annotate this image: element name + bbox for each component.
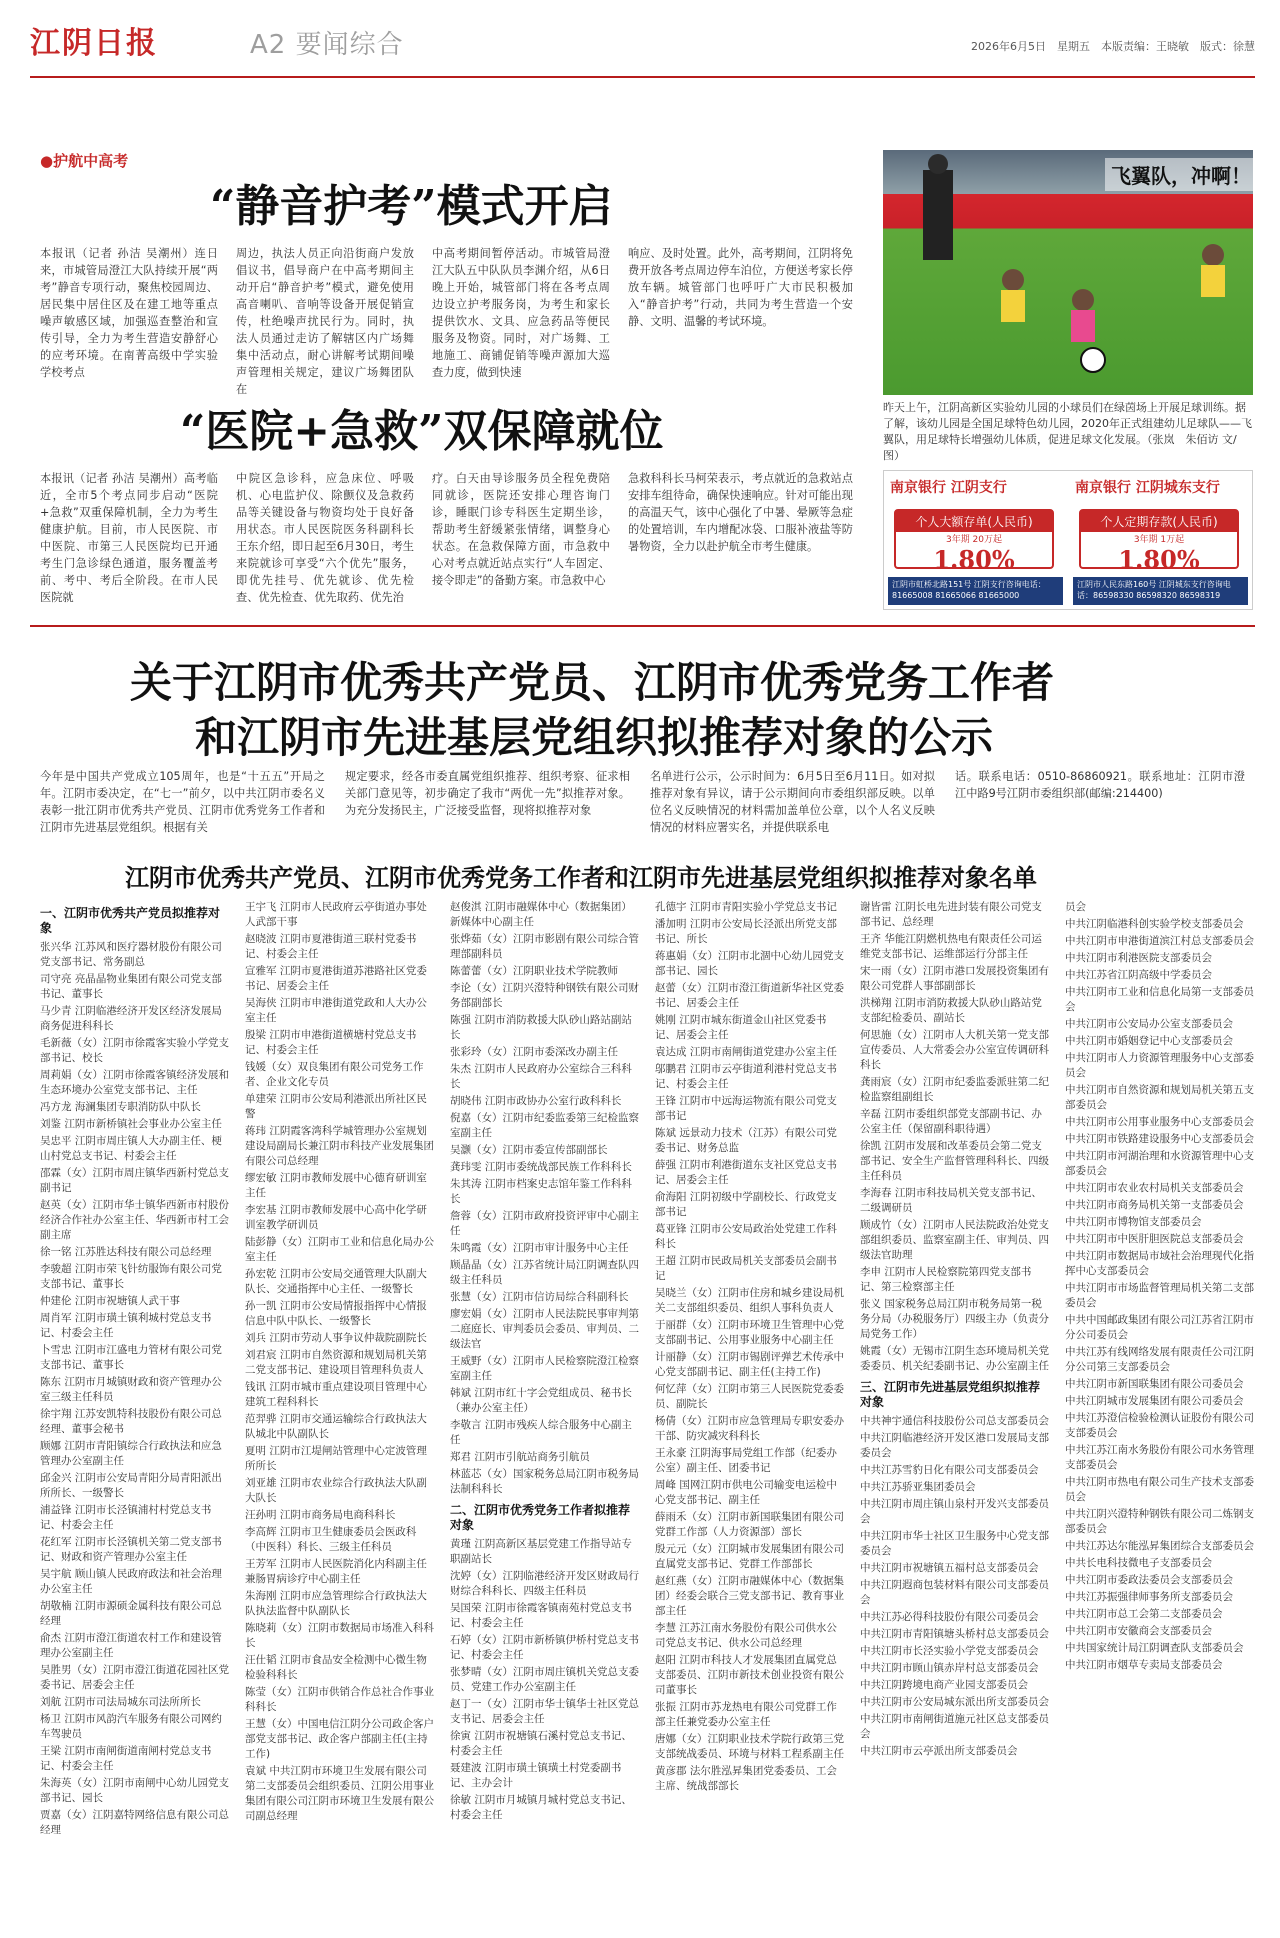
nominee-entry: 卜雪忠 江阴市江盛电力管材有限公司党支部书记、董事长 (40, 1344, 222, 1371)
nominee-entry: 中共江阴市长泾实验小学党支部委员会 (860, 1645, 1039, 1657)
nominee-entry: 宋一雨（女）江阴市港口发展投资集团有限公司党群人事部副部长 (860, 965, 1049, 992)
nominee-entry: 王慧（女）中国电信江阴分公司政企客户部党支部书记、政企客户部副主任(主持工作) (245, 1718, 434, 1760)
nominee-entry: 陆彭静（女）江阴市工业和信息化局办公室主任 (245, 1236, 434, 1263)
nominee-entry: 王威野（女）江阴市人民检察院澄江检察室副主任 (450, 1355, 639, 1382)
nominee-entry: 中共江阴市烟草专卖局支部委员会 (1065, 1659, 1223, 1671)
rate-box (1079, 509, 1239, 574)
bank-name: 南京银行 江阴支行 (890, 480, 1007, 496)
nominee-entry: 中共江阴市中医肝胆医院总支部委员会 (1065, 1233, 1244, 1245)
nominee-entry: 朱海刚 江阴市应急管理综合行政执法大队执法监督中队副队长 (245, 1590, 427, 1617)
nominee-entry: 刘兵 江阴市劳动人事争议仲裁院副院长 (245, 1332, 427, 1344)
nominee-entry: 沈婷（女）江阴临港经济开发区财政局行财综合科科长、四级主任科员 (450, 1570, 639, 1597)
nominee-entry: 顾娜 江阴市青阳镇综合行政执法和应急管理办公室副主任 (40, 1440, 222, 1467)
nominee-entry: 缪宏敏 江阴市教师发展中心德育研训室主任 (245, 1172, 427, 1199)
nominee-entry: 中共江阴市工业和信息化局第一支部委员会 (1065, 986, 1254, 1013)
nominee-entry: 吴海侠 江阴市申港街道党政和人大办公室主任 (245, 997, 427, 1024)
nominee-column (450, 900, 640, 1825)
nominee-entry: 陈蕾蕾（女）江阴职业技术学院教师 (450, 965, 618, 977)
nominee-entry: 周莉娟（女）江阴市徐霞客镇经济发展和生态环境办公室党支部书记、主任 (40, 1069, 229, 1096)
nominee-entry: 中共江苏达尔能泓昇集团综合支部委员会 (1065, 1540, 1254, 1552)
nominee-entry: 中共江苏必得科技股份有限公司委员会 (860, 1611, 1039, 1623)
photo-overlay-title: 飞翼队，冲啊！ (1105, 158, 1257, 191)
nominee-entry: 徐凯 江阴市发展和改革委员会第二党支部书记、安全生产监督管理科科长、四级主任科员 (860, 1140, 1049, 1182)
nominee-entry: 赵丁一（女）江阴市华士镇华士社区党总支书记、居委会主任 (450, 1698, 639, 1725)
nominee-entry: 周肖军 江阴市璜土镇利城村党总支书记、村委会主任 (40, 1312, 212, 1339)
nominee-entry: 詹蓉（女）江阴市政府投资评审中心副主任 (450, 1210, 639, 1237)
nominee-entry: 吴国荣 江阴市徐霞客镇南苑村党总支书记、村委会主任 (450, 1602, 632, 1629)
nominee-entry: 仲建伦 江阴市祝塘镇人武干事 (40, 1295, 180, 1307)
nominee-entry: 杨倩（女）江阴市应急管理局专职安委办干部、防灾减灾科科长 (655, 1415, 844, 1442)
nominee-entry: 何思施（女）江阴市人大机关第一党支部宣传委员、人大常委会办公室宣传调研科科长 (860, 1029, 1049, 1071)
nominee-entry: 中共江阴市热电有限公司生产技术支部委员会 (1065, 1476, 1254, 1503)
nominee-entry: 计丽静（女）江阴市锡剧评弹艺术传承中心党支部副书记、副主任(主持工作) (655, 1351, 844, 1378)
nominee-entry: 司守亮 亮晶晶物业集团有限公司党支部书记、董事长 (40, 973, 222, 1000)
nominee-entry: 孙宏乾 江阴市公安局交通管理大队副大队长、交通指挥中心主任、一级警长 (245, 1268, 427, 1295)
nominee-entry: 浦益锋 江阴市长泾镇浦村村党总支书记、村委会主任 (40, 1504, 212, 1531)
story1-col: 本报讯（记者 孙洁 吴潮州）连日来，市城管局澄江大队持续开展“两考”静音专项行动，聚焦校园周边、居民集中居住区及在建工地等重点噪声敏感区域，加强巡查整治和宣传引导，全力为考生营造安静舒心的应考环境。在南菁高级中学实验学校考点 (40, 247, 218, 379)
nominee-entry: 殷元元（女）江阴城市发展集团有限公司直属党支部书记、党群工作部部长 (655, 1543, 844, 1570)
nominee-entry: 中共江阴市公安局城东派出所支部委员会 (860, 1696, 1049, 1708)
nominee-entry: 徐敏 江阴市月城镇月城村党总支书记、村委会主任 (450, 1794, 632, 1821)
nominee-entry: 张慧（女）江阴市信访局综合科副科长 (450, 1291, 629, 1303)
nominee-entry: 中共江阴市总工会第二支部委员会 (1065, 1608, 1223, 1620)
product-label: 个人大额存单(人民币) (896, 511, 1052, 532)
nominee-entry: 中共江阴市华士社区卫生服务中心党支部委员会 (860, 1530, 1049, 1557)
nominee-entry: 中共江阴市商务局机关第一支部委员会 (1065, 1199, 1244, 1211)
nominee-entry: 夏明 江阴市江堤闸站管理中心定波管理所所长 (245, 1445, 427, 1472)
nominee-entry: 徐寅 江阴市祝塘镇石溪村党总支书记、村委会主任 (450, 1730, 632, 1757)
rate-box (894, 509, 1054, 574)
nominee-entry: 蒋玮 江阴霞客湾科学城管理办公室规划建设局副局长兼江阴市科技产业发展集团有限公司总经理 (245, 1125, 434, 1167)
newspaper-logo: 江阴日报 (30, 26, 158, 61)
nominee-entry: 顾晶晶（女）江苏省统计局江阴调查队四级主任科员 (450, 1259, 639, 1286)
nominee-entry: 陈东 江阴市月城镇财政和资产管理办公室三级主任科员 (40, 1376, 222, 1403)
nominee-column (655, 900, 845, 1796)
bank-address: 江阴市人民东路160号 江阴城东支行咨询电话：86598330 86598320 86598319 (1073, 577, 1248, 605)
term-label: 3年期 1万起 (1133, 535, 1185, 545)
list-title: 江阴市优秀共产党员、江阴市优秀党务工作者和江阴市先进基层党组织拟推荐对象名单 (125, 863, 1037, 892)
nominee-entry: 倪嘉（女）江阴市纪委监委第三纪检监察室副主任 (450, 1112, 639, 1139)
nominee-entry: 毛新薇（女）江阴市徐霞客实验小学党支部书记、校长 (40, 1037, 229, 1064)
nominee-entry: 中共江阴市市场监督管理局机关第二支部委员会 (1065, 1282, 1254, 1309)
nominee-entry: 薛雨禾（女）江阴市新国联集团有限公司党群工作部（人力资源部）部长 (655, 1511, 844, 1538)
nominee-entry: 中共江阴市博物馆支部委员会 (1065, 1216, 1202, 1228)
nominee-entry: 王齐 华能江阴燃机热电有限责任公司运维党支部书记、运维部运行分部主任 (860, 933, 1042, 960)
nominee-entry: 花红军 江阴市长泾镇机关第二党支部书记、财政和资产管理办公室主任 (40, 1536, 222, 1563)
kicker-label: ●护航中高考 (40, 152, 129, 170)
bank-name: 南京银行 江阴城东支行 (1075, 480, 1220, 496)
bank-ad-left (884, 471, 1067, 609)
story2-col: 疗。白天由导诊服务员全程免费陪同就诊，医院还安排心理咨询门诊，睡眠门诊专科医生定期坐诊，帮助考生舒缓紧张情绪，调整身心状态。在急救保障方面，市急救中心对考点就近站点实行“人车固定、接令即走”的备勤方案。市急救中心 (432, 472, 610, 587)
notice-intro-col: 今年是中国共产党成立105周年，也是“十五五”开局之年。江阴市委决定，在“七一”前夕，以中共江阴市委名义表彰一批江阴市优秀共产党员、江阴市优秀党务工作者和江阴市先进基层党组织。根据有关 (40, 770, 325, 834)
bank-advertisement (883, 470, 1253, 610)
nominee-entry: 中共江阴市公安局办公室支部委员会 (1065, 1018, 1233, 1030)
nominee-entry: 何忆萍（女）江阴市第三人民医院党委委员、副院长 (655, 1383, 844, 1410)
nominee-entry: 中共国家统计局江阴调查队支部委员会 (1065, 1642, 1244, 1654)
nominee-entry: 王梁 江阴市南闸街道南闸村党总支书记、村委会主任 (40, 1745, 212, 1772)
nominee-entry: 刘君宸 江阴市自然资源和规划局机关第二党支部书记、建设项目管理科负责人 (245, 1349, 427, 1376)
term-label: 3年期 20万起 (945, 535, 1003, 545)
nominee-entry: 中共江阴兴澄特种钢铁有限公司二炼钢支部委员会 (1065, 1508, 1254, 1535)
nominee-entry: 唐娜（女）江阴职业技术学院行政第三党支部统战委员、环境与材料工程系副主任 (655, 1733, 844, 1760)
nominee-entry: 吴忠平 江阴市周庄镇人大办副主任、梗山村党总支书记、村委会主任 (40, 1135, 222, 1162)
notice-intro-col: 名单进行公示，公示时间为：6月5日至6月11日。如对拟推荐对象有异议，请于公示期间向市委组织部反映。以单位名义反映情况的材料需加盖单位公章，以个人名义反映情况的材料应署实名，并提供联系电 (650, 770, 935, 834)
nominee-entry: 中共江阴市祝塘镇五福村总支部委员会 (860, 1562, 1039, 1574)
nominee-entry: 郑君 江阴市引航站商务引航员 (450, 1451, 590, 1463)
nominee-entry: 李高辉 江阴市卫生健康委员会医政科（中医科）科长、三级主任科员 (245, 1526, 417, 1553)
nominee-entry: 王超 江阴市民政局机关支部委员会副书记 (655, 1255, 837, 1282)
nominee-entry: 龚玮雯 江阴市委统战部民族工作科科长 (450, 1161, 632, 1173)
nominee-column (245, 900, 435, 1826)
nominee-entry: 刘鉴 江阴市新桥镇社会事业办公室主任 (40, 1118, 222, 1130)
nominee-entry: 中共江苏江南水务股份有限公司水务管理支部委员会 (1065, 1444, 1254, 1471)
nominee-entry: 赵英（女）江阴市华士镇华西新市村股份经济合作社办公室主任、华西新市村工会副主席 (40, 1199, 229, 1241)
nominee-entry: 邱金兴 江阴市公安局青阳分局青阳派出所所长、一级警长 (40, 1472, 222, 1499)
nominee-entry: 刘亚雄 江阴市农业综合行政执法大队副大队长 (245, 1477, 427, 1504)
nominee-entry: 张梦晴（女）江阴市周庄镇机关党总支委员、党建工作办公室副主任 (450, 1666, 639, 1693)
nominee-entry: 潘加明 江阴市公安局长泾派出所党支部书记、所长 (655, 918, 837, 945)
nominee-entry: 中共江阴市新国联集团有限公司委员会 (1065, 1378, 1244, 1390)
nominee-entry: 吴宇航 顾山镇人民政府政法和社会治理办公室主任 (40, 1568, 222, 1595)
nominee-entry: 中共江阴城市发展集团有限公司委员会 (1065, 1395, 1244, 1407)
nominee-entry: 中共江苏骄亚集团委员会 (860, 1481, 976, 1493)
nominee-entry: 王永豪 江阴海事局党组工作部（纪委办公室）副主任、团委书记 (655, 1447, 837, 1474)
nominee-entry: 朱杰 江阴市人民政府办公室综合三科科长 (450, 1063, 632, 1090)
nominee-entry: 中共江阴市人力资源管理服务中心支部委员会 (1065, 1052, 1254, 1079)
nominee-entry: 中共江苏澄信检验检测认证股份有限公司支部委员会 (1065, 1412, 1254, 1439)
photo-caption: 昨天上午，江阴高新区实验幼儿园的小球员们在绿茵场上开展足球训练。据了解，该幼儿园是全国足球特色幼儿园，2020年正式组建幼儿足球队——飞翼队，用足球特长增强幼儿体质，促进足球文化发展。（张岚 朱佰访 文/图） (883, 401, 1252, 462)
nominee-entry: 韩斌 江阴市红十字会党组成员、秘书长（兼办公室主任） (450, 1387, 632, 1414)
nominee-entry: 李海春 江阴市科技局机关党支部书记、二级调研员 (860, 1187, 1042, 1214)
rate-value: 1.80% (1118, 545, 1200, 574)
nominee-entry: 赵蕾（女）江阴市澄江街道新华社区党委书记、居委会主任 (655, 982, 844, 1009)
nominee-entry: 员会 (1065, 901, 1086, 913)
nominee-entry: 张振 江阴市苏龙热电有限公司党群工作部主任兼党委办公室主任 (655, 1701, 837, 1728)
nominee-entry: 谢皆雷 江阴长电先进封装有限公司党支部书记、总经理 (860, 901, 1042, 928)
nominee-entry: 李宏基 江阴市教师发展中心高中化学研训室教学研训员 (245, 1204, 427, 1231)
nominee-entry: 林蓝芯（女）国家税务总局江阴市税务局法制科科长 (450, 1468, 639, 1495)
date-line: 2026年6月5日 星期五 本版责编：王晓敏 版式：徐慧 (971, 40, 1255, 53)
nominee-entry: 邬鹏君 江阴市云亭街道利港村党总支书记、村委会主任 (655, 1063, 837, 1090)
bank-ad-right (1069, 471, 1252, 609)
nominee-column (1065, 900, 1255, 1675)
nominee-entry: 孙一凯 江阴市公安局情报指挥中心情报信息中队中队长、一级警长 (245, 1300, 427, 1327)
nominee-entry: 宣雅军 江阴市夏港街道苏港路社区党委书记、居委会主任 (245, 965, 427, 992)
bank-address: 江阴市虹桥北路151号 江阴支行咨询电话：81665008 81665066 81665000 (888, 577, 1063, 605)
nominee-entry: 袁达成 江阴市南闸街道党建办公室主任 (655, 1046, 837, 1058)
nominee-entry: 俞杰 江阴市澄江街道农村工作和建设管理办公室副主任 (40, 1632, 222, 1659)
nominee-entry: 中共江阴市周庄镇山泉村开发兴支部委员会 (860, 1498, 1049, 1525)
nominee-entry: 张义 国家税务总局江阴市税务局第一税务分局（办税服务厅）四级主办（负责分局党务工作） (860, 1298, 1049, 1340)
headline-silent-exam: “静音护考”模式开启 (210, 181, 613, 232)
notice-intro-col: 话。联系电话：0510-86860921。联系地址：江阴市澄江中路9号江阴市委组织部(邮编:214400) (955, 770, 1245, 800)
nominee-entry: 中共江阴临港科创实验学校支部委员会 (1065, 918, 1244, 930)
nominee-entry: 中共江苏振强律师事务所支部委员会 (1065, 1591, 1233, 1603)
nominee-entry: 殷梁 江阴市申港街道横塘村党总支书记、村委会主任 (245, 1029, 417, 1056)
nominee-list (40, 900, 1255, 1920)
nominee-entry: 王芳军 江阴市人民医院消化内科副主任兼肠胃病诊疗中心副主任 (245, 1558, 427, 1585)
list-section-heading: 二、江阴市优秀党务工作者拟推荐对象 (450, 1503, 631, 1532)
nominee-entry: 徐宇翔 江苏安凯特科技股份有限公司总经理、董事会秘书 (40, 1408, 222, 1435)
nominee-entry: 中共江阴市云亭派出所支部委员会 (860, 1745, 1018, 1757)
nominee-entry: 中共江阴市数据局市域社会治理现代化指挥中心支部委员会 (1065, 1250, 1254, 1277)
nominee-entry: 刘航 江阴市司法局城东司法所所长 (40, 1696, 201, 1708)
nominee-entry: 赵俊淇 江阴市融媒体中心（数据集团）新媒体中心副主任 (450, 901, 632, 928)
nominee-entry: 黄瑾 江阴高新区基层党建工作指导站专职副站长 (450, 1538, 632, 1565)
story2-col: 本报讯（记者 孙洁 吴潮州）高考临近，全市5个考点同步启动“医院+急救”双重保障机制，全力为考生健康护航。目前，市人民医院、市中医院、市第三人民医院均已开通考生门急诊绿色通道，服务覆盖考前、考中、考后全阶段。在市人民医院就 (40, 472, 218, 604)
story2-col: 急救科科长马柯荣表示，考点就近的急救站点安排车组待命，确保快速响应。针对可能出现的高温天气，该中心强化了中暑、晕厥等急症的处置培训，车内增配冰袋、口服补液盐等防暑物资，全力以赴护航全市考生健康。 (628, 472, 853, 553)
list-section-heading: 三、江阴市先进基层党组织拟推荐对象 (860, 1380, 1041, 1409)
list-section-heading: 一、江阴市优秀共产党员拟推荐对象 (40, 906, 221, 935)
nominee-entry: 黄彦郡 法尔胜泓昇集团党委委员、工会主席、统战部部长 (655, 1765, 837, 1792)
nominee-entry: 中共江阴跨境电商产业园支部委员会 (860, 1679, 1028, 1691)
nominee-entry: 中共江阴市委政法委员会支部委员会 (1065, 1574, 1233, 1586)
nominee-entry: 汪孙明 江阴市商务局电商科科长 (245, 1509, 396, 1521)
story1-col: 中高考期间暂停活动。市城管局澄江大队五中队队员李渊介绍，从6日晚上开始，城管部门将在各考点周边设立护考服务岗，为考生和家长提供饮水、文具、应急药品等便民服务及物资。同时，对广场舞、工地施工、商铺促销等噪声源加大巡查力度，做到快速 (432, 247, 610, 379)
nominee-entry: 周峰 国网江阴市供电公司输变电运检中心党支部书记、副主任 (655, 1479, 837, 1506)
nominee-entry: 李慧 江苏江南水务股份有限公司供水公司党总支书记、供水公司总经理 (655, 1622, 837, 1649)
nominee-entry: 中共江阴市青阳镇塘头桥村总支部委员会 (860, 1628, 1049, 1640)
nominee-entry: 朱海英（女）江阴市南闸中心幼儿园党支部书记、园长 (40, 1777, 229, 1804)
story1-col: 响应、及时处置。此外，高考期间，江阴将免费开放各考点周边停车泊位，方便送考家长停放车辆。城管部门也呼吁广大市民积极加入“静音护考”行动，共同为考生营造一个安静、文明、温馨的考试环境。 (628, 247, 853, 328)
nominee-entry: 姚刚 江阴市城东街道金山社区党委书记、居委会主任 (655, 1014, 827, 1041)
nominee-entry: 中共江苏雪豹日化有限公司支部委员会 (860, 1464, 1039, 1476)
nominee-entry: 洪梯翔 江阴市消防救援大队砂山路站党支部纪检委员、副站长 (860, 997, 1042, 1024)
nominee-entry: 王宇飞 江阴市人民政府云亭街道办事处人武部干事 (245, 901, 427, 928)
rate-value: 1.80% (933, 545, 1015, 574)
nominee-entry: 中共江阴市安徽商会支部委员会 (1065, 1625, 1212, 1637)
nominee-entry: 龚雨宸（女）江阴市纪委监委派驻第二纪检监察组副组长 (860, 1076, 1049, 1103)
nominee-column (40, 900, 230, 1840)
nominee-entry: 钱媛（女）双良集团有限公司党务工作者、企业文化专员 (245, 1061, 424, 1088)
nominee-entry: 吴胜男（女）江阴市澄江街道花园社区党委书记、居委会主任 (40, 1664, 229, 1691)
nominee-entry: 陈莹（女）江阴市供销合作总社合作事业科科长 (245, 1686, 434, 1713)
nominee-entry: 俞海阳 江阴初级中学副校长、行政党支部书记 (655, 1191, 837, 1218)
nominee-entry: 中共江阴市农业农村局机关支部委员会 (1065, 1182, 1244, 1194)
nominee-entry: 李论（女）江阴兴澄特种钢铁有限公司财务部副部长 (450, 982, 639, 1009)
product-label: 个人定期存款(人民币) (1081, 511, 1237, 532)
nominee-entry: 中共神宇通信科技股份公司总支部委员会 (860, 1415, 1049, 1427)
nominee-entry: 中共长电科技微电子支部委员会 (1065, 1557, 1212, 1569)
nominee-entry: 于丽群（女）江阴市环境卫生管理中心党支部副书记、公用事业服务中心副主任 (655, 1319, 844, 1346)
nominee-entry: 贾嘉（女）江阴嘉特网络信息有限公司总经理 (40, 1809, 229, 1836)
nominee-entry: 李骏超 江阴市荣飞针纺服饰有限公司党支部书记、董事长 (40, 1263, 222, 1290)
nominee-entry: 中共江阴市公用事业服务中心支部委员会 (1065, 1116, 1254, 1128)
nominee-entry: 廖宏娟（女）江阴市人民法院民事审判第二庭庭长、审判委员会委员、审判员、二级法官 (450, 1308, 639, 1350)
nominee-column (860, 900, 1050, 1761)
nominee-entry: 中共江阴市顾山镇赤岸村总支部委员会 (860, 1662, 1039, 1674)
nominee-entry: 中共江苏省江阴高级中学委员会 (1065, 969, 1212, 981)
section-title: A2 要闻综合 (250, 30, 404, 60)
nominee-entry: 赵阳 江阴市科技人才发展集团直属党总支部委员、江阴市新技术创业投资有限公司董事长 (655, 1654, 844, 1696)
nominee-entry: 中共江阴市申港街道滨江村总支部委员会 (1065, 935, 1254, 947)
nominee-entry: 中共中国邮政集团有限公司江苏省江阴市分公司委员会 (1065, 1314, 1254, 1341)
notice-intro-col: 规定要求，经各市委直属党组织推荐、组织考察、征求相关部门意见等，初步确定了我市“两优一先”拟推荐对象。为充分发扬民主，广泛接受监督，现将拟推荐对象 (345, 770, 630, 817)
nominee-entry: 聂建波 江阴市璜土镇璜土村党委副书记、主办会计 (450, 1762, 622, 1789)
nominee-entry: 张烨茹（女）江阴市影剧有限公司综合管理部副科员 (450, 933, 639, 960)
nominee-entry: 邵霖（女）江阴市周庄镇华西新村党总支副书记 (40, 1167, 229, 1194)
nominee-entry: 赵红燕（女）江阴市融媒体中心（数据集团）经委会联合三党支部书记、教育事业部主任 (655, 1575, 844, 1617)
nominee-entry: 石婷（女）江阴市新桥镇伊桥村党总支书记、村委会主任 (450, 1634, 639, 1661)
nominee-entry: 冯方龙 海澜集团专职消防队中队长 (40, 1101, 201, 1113)
nominee-entry: 中共江阴市利港医院支部委员会 (1065, 952, 1212, 964)
notice-headline-line2: 和江阴市先进基层党组织拟推荐对象的公示 (195, 713, 994, 762)
nominee-entry: 朱其涛 江阴市档案史志馆年鉴工作科科长 (450, 1178, 632, 1205)
nominee-entry: 吴灏（女）江阴市委宣传部副部长 (450, 1144, 608, 1156)
notice-headline-line1: 关于江阴市优秀共产党员、江阴市优秀党务工作者 (130, 658, 1055, 707)
nominee-entry: 中共江阴临港经济开发区港口发展局支部委员会 (860, 1432, 1049, 1459)
nominee-entry: 钱讯 江阴市城市重点建设项目管理中心建筑工程科科长 (245, 1381, 427, 1408)
nominee-entry: 范羿骅 江阴市交通运输综合行政执法大队城北中队副队长 (245, 1413, 427, 1440)
nominee-entry: 马少青 江阴临港经济开发区经济发展局商务促进科科长 (40, 1005, 222, 1032)
nominee-entry: 袁斌 中共江阴市环境卫生发展有限公司第二支部委员会组织委员、江阴公用事业集团有限公司江阴市环境卫生发展有限公司副总经理 (245, 1765, 434, 1822)
nominee-entry: 朱鸣霞（女）江阴市审计服务中心主任 (450, 1242, 629, 1254)
nominee-entry: 张兴华 江苏风和医疗器材股份有限公司党支部书记、常务副总 (40, 941, 222, 968)
nominee-entry: 薛强 江阴市利港街道东支社区党总支书记、居委会主任 (655, 1159, 837, 1186)
nominee-entry: 陈斌 远景动力技术（江苏）有限公司党委书记、财务总监 (655, 1127, 837, 1154)
headline-hospital-emergency: “医院+急救”双保障就位 (180, 406, 664, 457)
nominee-entry: 姚霞（女）无锡市江阴生态环境局机关党委委员、机关纪委副书记、办公室副主任 (860, 1345, 1049, 1372)
nominee-entry: 中共江阴遐商包装材料有限公司支部委员会 (860, 1579, 1049, 1606)
nominee-entry: 王锋 江阴市中远海运物流有限公司党支部书记 (655, 1095, 837, 1122)
nominee-entry: 李申 江阴市人民检察院第四党支部书记、第三检察部主任 (860, 1266, 1032, 1293)
nominee-entry: 中共江阴市南闸街道施元社区总支部委员会 (860, 1713, 1049, 1740)
notice-intro (40, 768, 1250, 858)
nominee-entry: 吴晓兰（女）江阴市住房和城乡建设局机关二支部组织委员、组织人事科负责人 (655, 1287, 844, 1314)
nominee-entry: 陈强 江阴市消防救援大队砂山路站副站长 (450, 1014, 632, 1041)
story2-col: 中院区急诊科，应急床位、呼吸机、心电监护仪、除颤仪及急救药品等关键设备与物资均处于良好备用状态。市人民医院医务科副科长王东介绍，即日起至6月30日，考生来院就诊可享受“六个优先”服务，即优先挂号、优先就诊、优先检查、优先检查、优先取药、优先治 (236, 472, 414, 604)
nominee-entry: 徐一铭 江苏胜达科技有限公司总经理 (40, 1246, 212, 1258)
nominee-entry: 孔德宇 江阴市青阳实验小学党总支书记 (655, 901, 837, 913)
nominee-entry: 中共江阴市铁路建设服务中心支部委员会 (1065, 1133, 1254, 1145)
nominee-entry: 葛亚锋 江阴市公安局政治处党建工作科科长 (655, 1223, 837, 1250)
nominee-entry: 中共江阴市河湖治理和水资源管理中心支部委员会 (1065, 1150, 1254, 1177)
nominee-entry: 赵晓波 江阴市夏港街道三联村党委书记、村委会主任 (245, 933, 417, 960)
nominee-entry: 辛磊 江阴市委组织部党支部副书记、办公室主任（保留副科职待遇） (860, 1108, 1042, 1135)
nominee-entry: 中共江阴市婚姻登记中心支部委员会 (1065, 1035, 1233, 1047)
nominee-entry: 陈晓莉（女）江阴市数据局市场准入科科长 (245, 1622, 434, 1649)
masthead (30, 18, 1255, 78)
nominee-entry: 中共江阴市自然资源和规划局机关第五支部委员会 (1065, 1084, 1254, 1111)
section-divider (30, 625, 1255, 627)
nominee-entry: 胡敬楠 江阴市源硕金属科技有限公司总经理 (40, 1600, 222, 1627)
nominee-entry: 杨卫 江阴市风韵汽车服务有限公司网约车驾驶员 (40, 1713, 222, 1740)
nominee-entry: 单建荣 江阴市公安局利港派出所社区民警 (245, 1093, 427, 1120)
nominee-entry: 中共江苏有线网络发展有限责任公司江阴分公司第三支部委员会 (1065, 1346, 1254, 1373)
nominee-entry: 李敬言 江阴市残疾人综合服务中心副主任 (450, 1419, 632, 1446)
nominee-entry: 顾成竹（女）江阴市人民法院政治处党支部组织委员、监察室副主任、审判员、四级法官助理 (860, 1219, 1049, 1261)
story1-col: 周边，执法人员正向沿街商户发放倡议书，倡导商户在中高考期间主动开启“静音护考”模式，避免使用高音喇叭、音响等设备开展促销宣传，杜绝噪声扰民行为。同时，执法人员通过走访了解辖区内广场舞集中活动点，耐心讲解考试期间噪声管理相关规定，建议广场舞团队在 (236, 247, 414, 396)
nominee-entry: 胡晓伟 江阴市政协办公室行政科科长 (450, 1095, 622, 1107)
nominee-entry: 汪仕韬 江阴市食品安全检测中心微生物检验科科长 (245, 1654, 427, 1681)
nominee-entry: 张彩玲（女）江阴市委深改办副主任 (450, 1046, 618, 1058)
nominee-entry: 蒋惠娟（女）江阴市北涸中心幼儿园党支部书记、园长 (655, 950, 844, 977)
